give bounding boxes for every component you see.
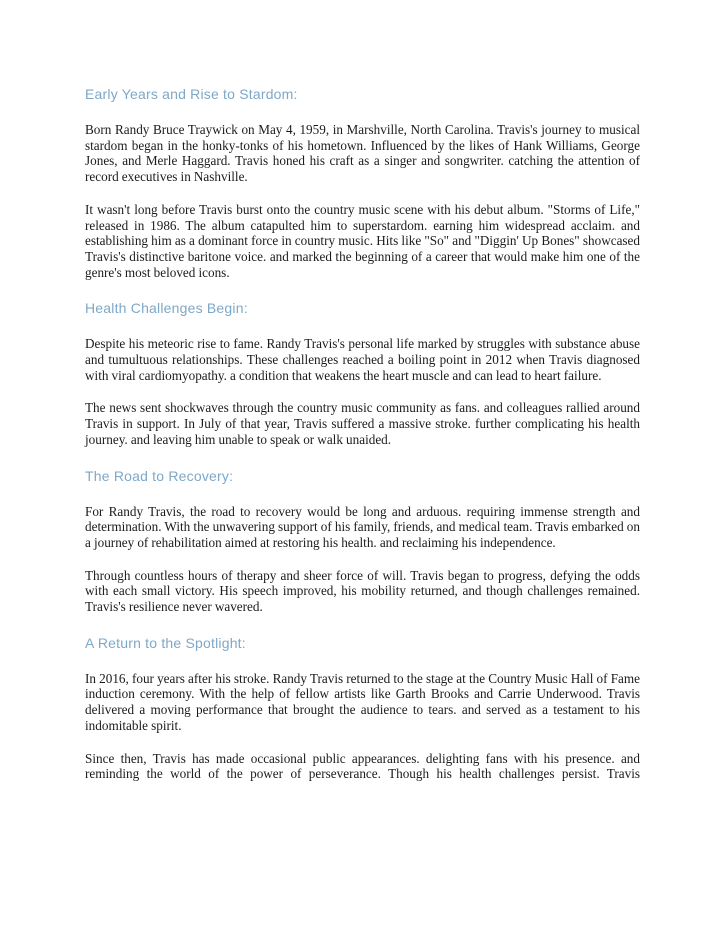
section-heading: The Road to Recovery:: [85, 467, 234, 484]
paragraph: It wasn't long before Travis burst onto the country music scene with his debut album. "Storms of Life," released in 1986. The album catapulted him to superstardom. earning him widespread acclaim. and establishing him as a dominant force in country music. Hits like "So" and "Diggin' Up Bones" showcased Travis's distinctive baritone voice. and marked the beginning of a career that would make him one of the genre's most beloved icons.: [85, 201, 640, 280]
section-road-to-recovery: [85, 468, 640, 615]
paragraph: In 2016, four years after his stroke. Randy Travis returned to the stage at the Country Music Hall of Fame induction ceremony. With the help of fellow artists like Garth Brooks and Carrie Underwood. Travis delivered a moving performance that brought the audience to tears. and served as a testament to his indomitable spirit.: [85, 670, 640, 733]
paragraph: Since then, Travis has made occasional public appearances. delighting fans with his presence. and reminding the world of the power of perseverance. Though his health challenges persist. Travis: [85, 750, 640, 782]
paragraph: The news sent shockwaves through the country music community as fans. and colleagues rallied around Travis in support. In July of that year, Travis suffered a massive stroke. further complicating his health journey. and leaving him unable to speak or walk unaided.: [85, 400, 640, 447]
section-early-years: [85, 86, 640, 280]
section-heading: Early Years and Rise to Stardom:: [85, 86, 298, 102]
section-heading: Health Challenges Begin:: [85, 300, 248, 317]
paragraph: For Randy Travis, the road to recovery would be long and arduous. requiring immense strength and determination. With the unwavering support of his family, friends, and medical team. Travis embarked on a journey of rehabilitation aimed at restoring his health. and reclaiming his independence.: [85, 503, 640, 550]
paragraph: Born Randy Bruce Traywick on May 4, 1959, in Marshville, North Carolina. Travis's journey to musical stardom began in the honky-tonks of his hometown. Influenced by the likes of Hank Williams, George Jones, and Merle Haggard. Travis honed his craft as a singer and songwriter. catching the attention of record executives in Nashville.: [85, 122, 640, 185]
section-return-to-spotlight: [85, 635, 640, 782]
section-health-challenges: [85, 300, 640, 447]
paragraph: Through countless hours of therapy and sheer force of will. Travis began to progress, defying the odds with each small victory. His speech improved, his mobility returned, and though challenges remained. Travis's resilience never wavered.: [85, 567, 640, 615]
section-heading: A Return to the Spotlight:: [85, 634, 246, 651]
paragraph: Despite his meteoric rise to fame. Randy Travis's personal life marked by struggles with substance abuse and tumultuous relationships. These challenges reached a boiling point in 2012 when Travis diagnosed with viral cardiomyopathy. a condition that weakens the heart muscle and can lead to heart failure.: [85, 336, 640, 383]
